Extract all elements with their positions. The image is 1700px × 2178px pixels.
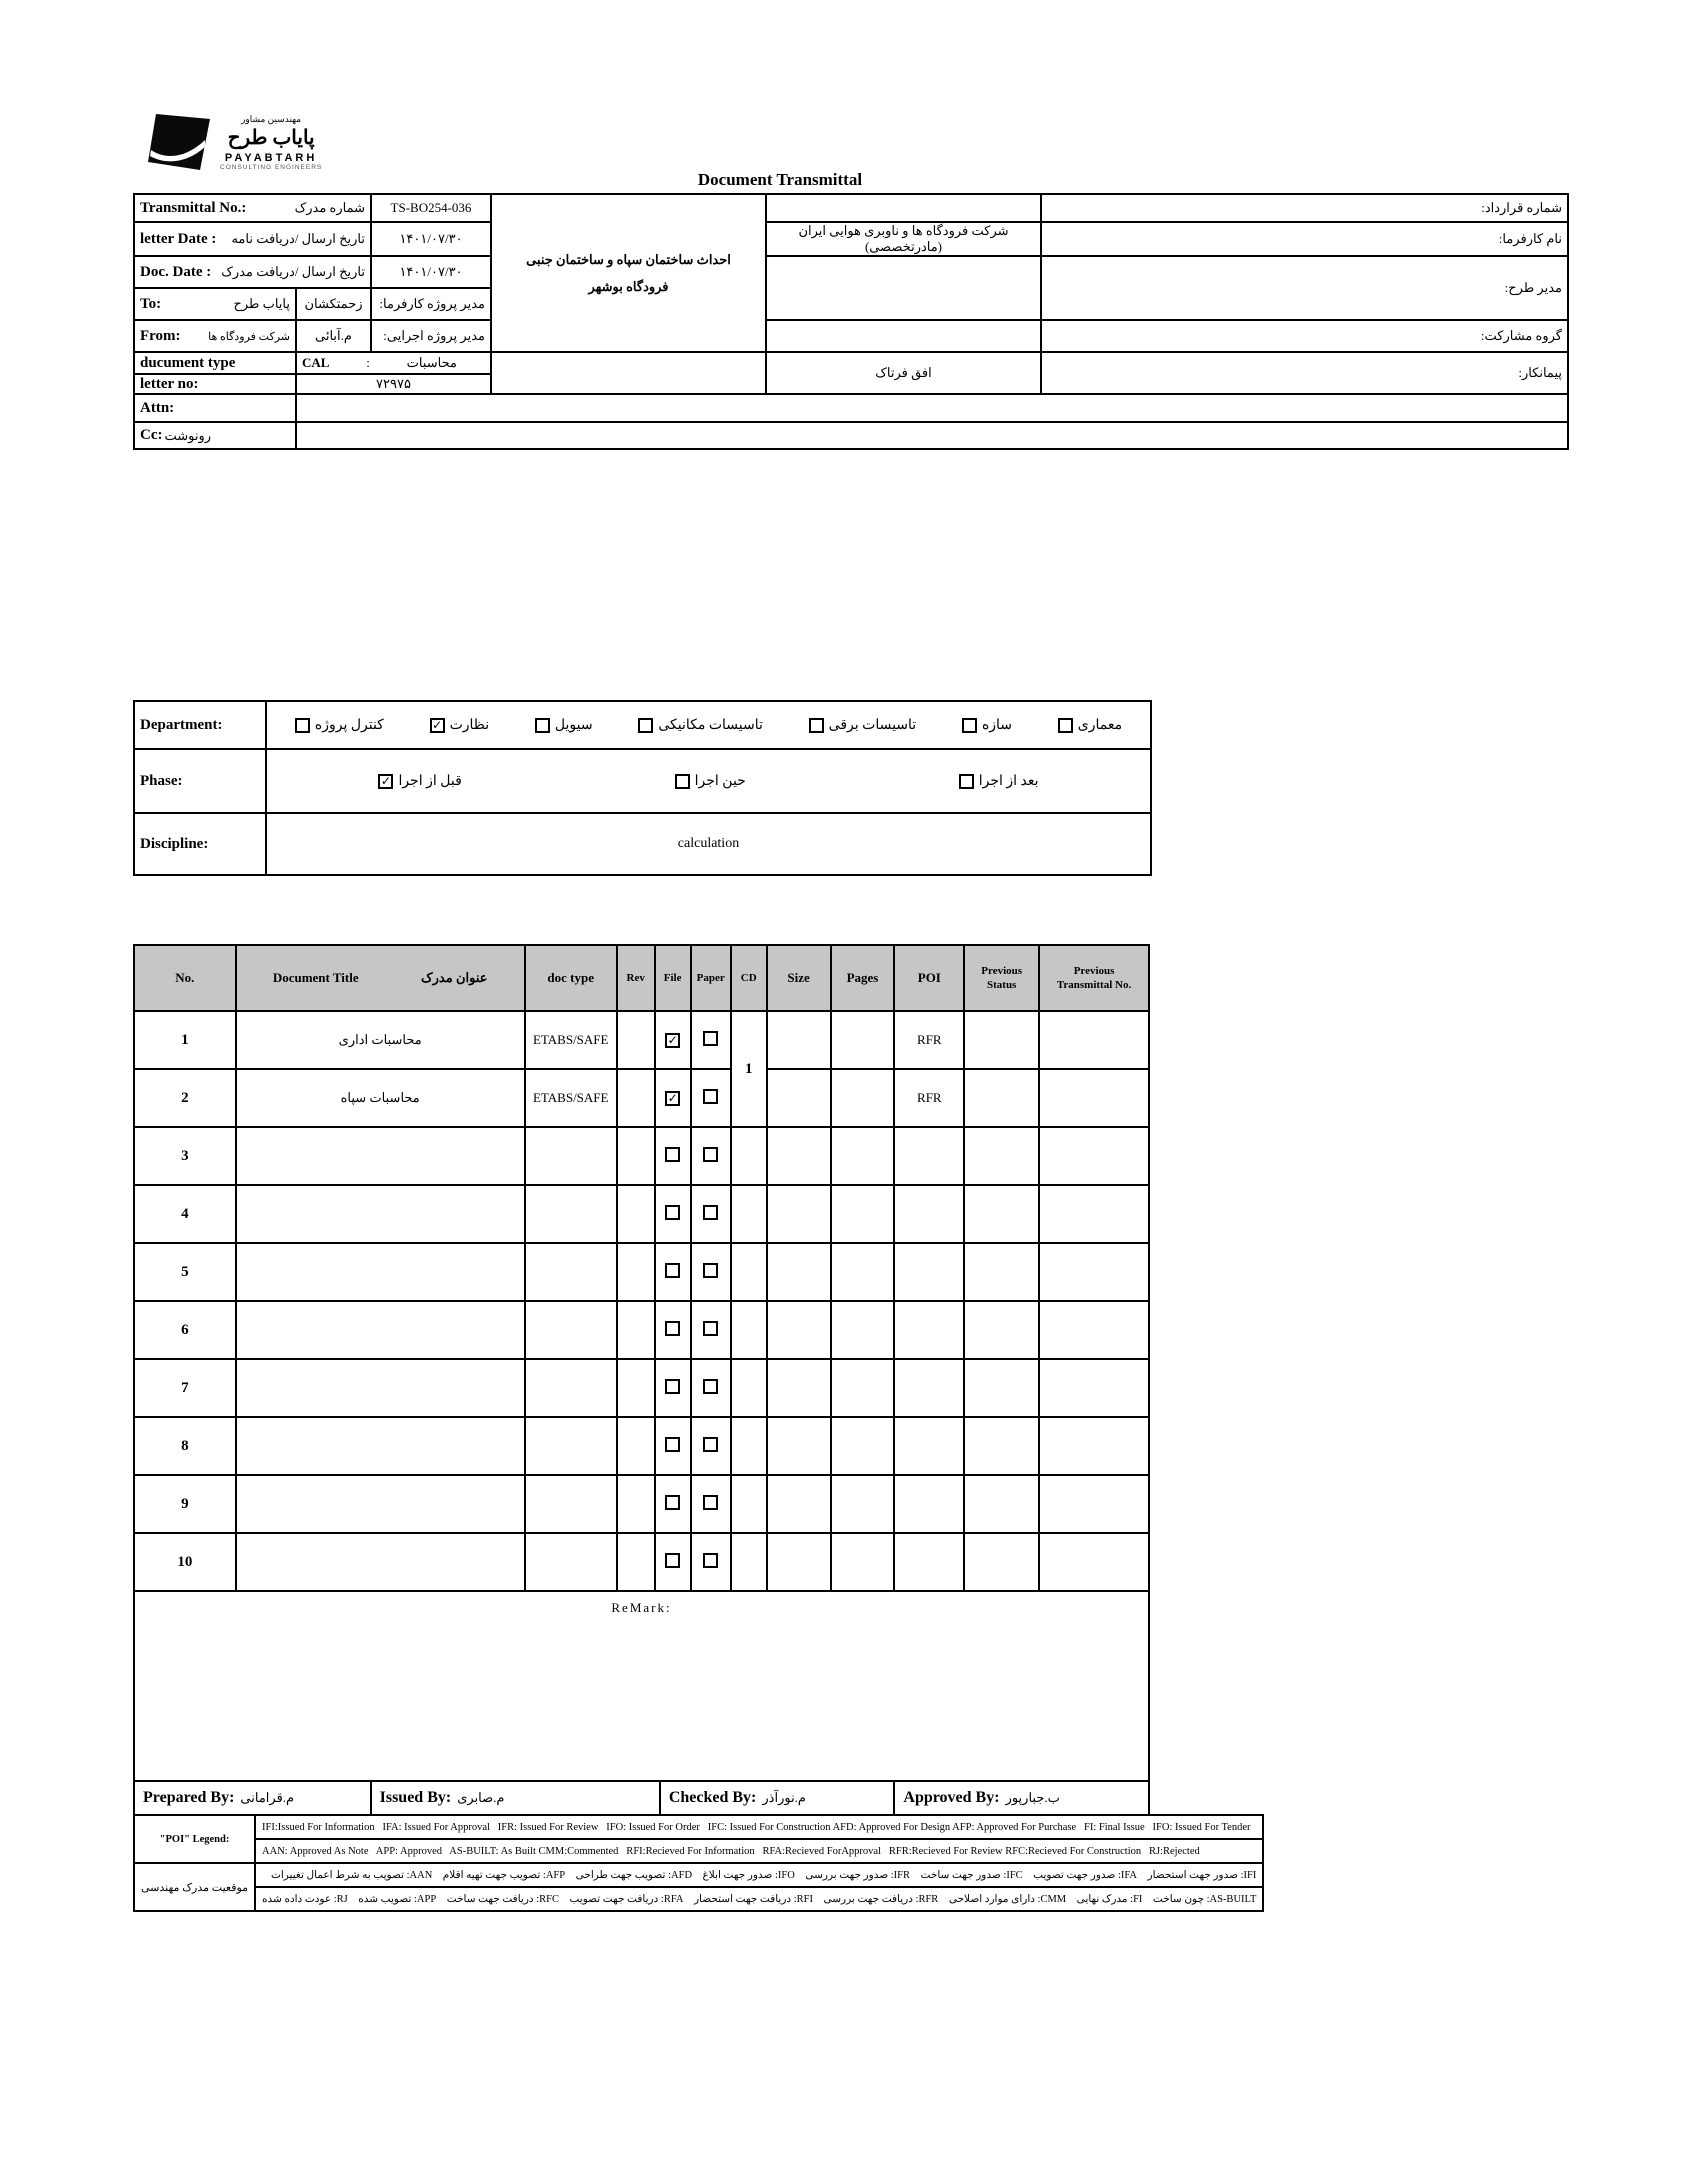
legend-en-line1: IFI:Issued For Information IFA: Issued For Approval IFR: Issued For Review IFO: Issued For Order IFC: Issued For Construction AFD: Approved For Design AFP: Approved For Purchase FI: Final Issue IFO: Issued For Tender <box>255 1815 1263 1839</box>
cell-cd <box>731 1417 767 1475</box>
client-name-value: شرکت فرودگاه ها و ناوبری هوایی ایران (مادرتخصصی) <box>766 222 1041 256</box>
cell-poi <box>894 1243 964 1301</box>
header-size: Size <box>767 945 831 1011</box>
phase-options <box>266 749 1151 813</box>
legend-row-fa-2 <box>134 1887 1263 1911</box>
cell-cd <box>731 1243 767 1301</box>
paper-checkbox[interactable] <box>703 1495 718 1510</box>
discipline-label: Discipline: <box>134 813 266 875</box>
logo-name-en: PAYABTARH <box>224 152 318 164</box>
legend-fa-line1: IFI: صدور جهت استحضار IFA: صدور جهت تصویب IFC: صدور جهت ساخت IFR: صدور جهت بررسی IFO: صدور جهت ابلاغ AFD: تصویب جهت طراحی AFP: تصویب جهت تهیه اقلام AAN: تصویب به شرط اعمال تغییرات <box>255 1863 1263 1887</box>
phase-label: Phase: <box>134 749 266 813</box>
cell-no: 6 <box>134 1301 236 1359</box>
cell-previous-transmittal <box>1039 1533 1149 1591</box>
doc-date-label-fa: تاریخ ارسال /دریافت مدرک <box>221 264 365 279</box>
doc-row-6 <box>134 1301 1149 1359</box>
paper-checkbox[interactable] <box>703 1205 718 1220</box>
cell-previous-transmittal <box>1039 1127 1149 1185</box>
cell-rev <box>617 1417 655 1475</box>
cell-doc-type <box>525 1533 617 1591</box>
row-cc <box>134 422 1568 449</box>
logo-mark-icon <box>148 114 210 170</box>
document-type-fa: محاسبات <box>406 355 457 370</box>
checkbox-supervision[interactable] <box>430 717 490 734</box>
legend-fa-line2: AS-BUILT: چون ساخت FI: مدرک نهایی CMM: دارای موارد اصلاحی RFR: دریافت جهت بررسی RFI: دریافت جهت استحضار RFA: دریافت جهت تصویب RFC: دریافت جهت ساخت APP: تصویب شده RJ: عودت داده شده <box>255 1887 1263 1911</box>
cell-cd <box>731 1127 767 1185</box>
doc-status-legend-label: موقعیت مدرک مهندسی <box>134 1863 255 1911</box>
cell-no: 1 <box>134 1011 236 1069</box>
cell-poi <box>894 1533 964 1591</box>
project-title <box>491 194 766 352</box>
to-cell <box>134 288 296 320</box>
partnership-label: گروه مشارکت: <box>1041 320 1568 352</box>
checkbox-structure[interactable] <box>962 717 1012 734</box>
cell-title <box>236 1359 525 1417</box>
paper-checkbox[interactable] <box>703 1031 718 1046</box>
project-title-line2: فرودگاه بوشهر <box>588 279 669 294</box>
cell-pages <box>831 1475 895 1533</box>
contract-no-label: شماره قرارداد: <box>1041 194 1568 222</box>
cell-previous-status <box>964 1359 1039 1417</box>
cell-paper <box>691 1301 731 1359</box>
checkbox-after-execution[interactable] <box>959 773 1039 790</box>
row-attn <box>134 394 1568 422</box>
cc-label-cell <box>134 422 296 449</box>
approved-by-label: Approved By: <box>903 1789 1000 1806</box>
cell-doc-type <box>525 1185 617 1243</box>
civil-label: سیویل <box>554 717 593 733</box>
header-previous-status: Previous Status <box>964 945 1039 1011</box>
cell-rev <box>617 1301 655 1359</box>
cell-size <box>767 1069 831 1127</box>
during-execution-label: حین اجرا <box>694 773 746 789</box>
structure-checkbox[interactable] <box>962 718 977 733</box>
cell-previous-status <box>964 1243 1039 1301</box>
cell-title <box>236 1127 525 1185</box>
cell-size <box>767 1533 831 1591</box>
classification-table <box>133 700 1152 876</box>
blank-center-cell <box>491 352 766 394</box>
cell-size <box>767 1127 831 1185</box>
cell-title: محاسبات سپاه <box>236 1069 525 1127</box>
cell-paper <box>691 1127 731 1185</box>
cell-previous-status <box>964 1475 1039 1533</box>
cell-poi <box>894 1475 964 1533</box>
header-title-fa: عنوان مدرک <box>421 970 488 985</box>
cell-file <box>655 1475 691 1533</box>
paper-checkbox[interactable] <box>703 1379 718 1394</box>
document-type-colon: : <box>366 355 370 370</box>
doc-row-10 <box>134 1533 1149 1591</box>
mechanical-label: تاسیسات مکانیکی <box>658 717 763 733</box>
to-label: To: <box>140 295 162 312</box>
cell-no: 7 <box>134 1359 236 1417</box>
logo-subtitle-en: CONSULTING ENGINEERS <box>220 164 323 171</box>
header-no: No. <box>134 945 236 1011</box>
cell-file <box>655 1533 691 1591</box>
cell-poi <box>894 1359 964 1417</box>
cell-paper <box>691 1417 731 1475</box>
cell-rev <box>617 1243 655 1301</box>
cell-poi <box>894 1301 964 1359</box>
cell-no: 9 <box>134 1475 236 1533</box>
design-manager-label: مدیر طرح: <box>1041 256 1568 320</box>
electrical-label: تاسیسات برقی <box>828 717 917 733</box>
doc-row-1 <box>134 1011 1149 1069</box>
transmittal-info-table <box>133 193 1569 450</box>
cell-poi <box>894 1185 964 1243</box>
checkbox-before-execution[interactable] <box>378 773 461 790</box>
cell-paper <box>691 1185 731 1243</box>
cell-file <box>655 1127 691 1185</box>
header-rev: Rev <box>617 945 655 1011</box>
cell-rev <box>617 1475 655 1533</box>
cell-file <box>655 1359 691 1417</box>
legend-row-en-2 <box>134 1839 1263 1863</box>
cell-pages <box>831 1069 895 1127</box>
cell-cd <box>731 1301 767 1359</box>
paper-checkbox[interactable] <box>703 1147 718 1162</box>
doc-row-3 <box>134 1127 1149 1185</box>
cell-rev <box>617 1127 655 1185</box>
row-letter-date <box>134 222 1568 256</box>
project-control-label: کنترل پروژه <box>314 717 384 733</box>
issued-by-cell <box>371 1781 660 1815</box>
remark-row <box>134 1591 1149 1781</box>
row-doc-date <box>134 256 1568 288</box>
cell-title <box>236 1301 525 1359</box>
cell-size <box>767 1359 831 1417</box>
doc-row-8 <box>134 1417 1149 1475</box>
cell-poi <box>894 1127 964 1185</box>
cell-previous-status <box>964 1185 1039 1243</box>
cell-rev <box>617 1185 655 1243</box>
cell-paper <box>691 1243 731 1301</box>
cell-poi: RFR <box>894 1011 964 1069</box>
client-name-label: نام کارفرما: <box>1041 222 1568 256</box>
cell-previous-status <box>964 1533 1039 1591</box>
supervision-checkbox[interactable]: ✓ <box>430 718 445 733</box>
file-checkbox[interactable] <box>665 1263 680 1278</box>
cell-poi: RFR <box>894 1069 964 1127</box>
cell-size <box>767 1243 831 1301</box>
row-transmittal-no <box>134 194 1568 222</box>
design-manager-value-cell <box>766 256 1041 320</box>
cc-label-en: Cc: <box>140 427 163 443</box>
cell-title <box>236 1417 525 1475</box>
transmittal-no-label-fa: شماره مدرک <box>294 200 365 215</box>
cell-previous-transmittal <box>1039 1185 1149 1243</box>
file-checkbox[interactable] <box>665 1495 680 1510</box>
cell-rev <box>617 1069 655 1127</box>
cell-previous-transmittal <box>1039 1359 1149 1417</box>
cell-cd <box>731 1475 767 1533</box>
file-checkbox[interactable] <box>665 1379 680 1394</box>
project-control-checkbox[interactable] <box>295 718 310 733</box>
cell-no: 4 <box>134 1185 236 1243</box>
cell-previous-status <box>964 1301 1039 1359</box>
from-value: شرکت فرودگاه ها <box>208 330 290 343</box>
cell-file <box>655 1417 691 1475</box>
cell-paper <box>691 1475 731 1533</box>
discipline-value: calculation <box>266 813 1151 875</box>
paper-checkbox[interactable] <box>703 1553 718 1568</box>
doc-row-7 <box>134 1359 1149 1417</box>
cell-cd <box>731 1185 767 1243</box>
exec-pm-value: م.آبائی <box>296 320 371 352</box>
legend-en-line2: AAN: Approved As Note APP: Approved AS-BUILT: As Built CMM:Commented RFI:Recieved For Information RFA:Recieved ForApproval RFR:Recieved For Review RFC:Recieved For Construction RJ:Rejected <box>255 1839 1263 1863</box>
doc-row-5 <box>134 1243 1149 1301</box>
logo-tagline: مهندسین مشاور <box>241 114 302 124</box>
department-label: Department: <box>134 701 266 749</box>
header-file: File <box>655 945 691 1011</box>
checkbox-project-control[interactable] <box>295 717 384 734</box>
row-department <box>134 701 1151 749</box>
cell-doc-type <box>525 1417 617 1475</box>
cc-label-fa: رونوشت <box>164 427 212 443</box>
cell-file <box>655 1301 691 1359</box>
approved-by-cell <box>894 1781 1149 1815</box>
row-document-type <box>134 352 1568 374</box>
cell-cd <box>731 1533 767 1591</box>
cell-no: 3 <box>134 1127 236 1185</box>
contractor-label: پیمانکار: <box>1041 352 1568 394</box>
row-from <box>134 320 1568 352</box>
contract-no-value-cell <box>766 194 1041 222</box>
doc-date-label-cell <box>134 256 371 288</box>
doc-date-label-en: Doc. Date : <box>140 263 212 280</box>
file-checkbox[interactable] <box>665 1437 680 1452</box>
transmittal-no-label-en: Transmittal No.: <box>140 199 247 216</box>
document-type-value-cell <box>296 352 491 374</box>
cell-doc-type <box>525 1127 617 1185</box>
cell-pages <box>831 1243 895 1301</box>
checkbox-during-execution[interactable] <box>675 773 746 790</box>
header-doc-type: doc type <box>525 945 617 1011</box>
signatures-row <box>134 1781 1149 1815</box>
client-pm-value: زحمتکشان <box>296 288 371 320</box>
attn-value-cell <box>296 394 1568 422</box>
cell-pages <box>831 1185 895 1243</box>
attn-label: Attn: <box>134 394 296 422</box>
cell-rev <box>617 1359 655 1417</box>
transmittal-no-value: TS-BO254-036 <box>371 194 491 222</box>
letter-date-value: ۱۴۰۱/۰۷/۳۰ <box>371 222 491 256</box>
letter-no-value: ۷۲۹۷۵ <box>296 374 491 394</box>
doc-date-value: ۱۴۰۱/۰۷/۳۰ <box>371 256 491 288</box>
header-previous-transmittal: Previous Transmittal No. <box>1039 945 1149 1011</box>
issued-by-label: Issued By: <box>379 1789 452 1806</box>
header-paper: Paper <box>691 945 731 1011</box>
architecture-checkbox[interactable] <box>1058 718 1073 733</box>
cell-previous-status <box>964 1127 1039 1185</box>
cell-pages <box>831 1417 895 1475</box>
cell-no: 2 <box>134 1069 236 1127</box>
cell-pages <box>831 1127 895 1185</box>
cell-previous-transmittal <box>1039 1069 1149 1127</box>
department-options <box>266 701 1151 749</box>
document-type-code: CAL <box>302 355 330 370</box>
file-checkbox[interactable] <box>665 1553 680 1568</box>
cell-title <box>236 1185 525 1243</box>
page-title: Document Transmittal <box>697 170 863 189</box>
prepared-by-value: م.قرامانی <box>240 1790 295 1805</box>
cell-previous-transmittal <box>1039 1011 1149 1069</box>
prepared-by-label: Prepared By: <box>143 1789 235 1806</box>
documents-header-row <box>134 945 1149 1011</box>
logo-name-fa: پایاب طرح <box>227 127 315 149</box>
checkbox-electrical[interactable] <box>809 717 917 734</box>
signatures-table <box>133 1780 1150 1816</box>
supervision-label: نظارت <box>449 717 490 733</box>
partnership-value-cell <box>766 320 1041 352</box>
cell-paper <box>691 1069 731 1127</box>
cell-rev <box>617 1533 655 1591</box>
cell-no: 5 <box>134 1243 236 1301</box>
to-value: پایاب طرح <box>233 296 290 311</box>
cell-paper <box>691 1011 731 1069</box>
cell-rev <box>617 1011 655 1069</box>
cell-previous-transmittal <box>1039 1243 1149 1301</box>
exec-pm-label: مدیر پروژه اجرایی: <box>371 320 491 352</box>
legend-row-en-1 <box>134 1815 1263 1839</box>
cell-doc-type: ETABS/SAFE <box>525 1011 617 1069</box>
cell-file <box>655 1011 691 1069</box>
checkbox-mechanical[interactable] <box>638 717 763 734</box>
cell-cd-merged: 1 <box>731 1011 767 1127</box>
doc-row-4 <box>134 1185 1149 1243</box>
checked-by-cell <box>660 1781 895 1815</box>
mechanical-checkbox[interactable] <box>638 718 653 733</box>
letter-no-label: letter no: <box>134 374 296 394</box>
row-phase <box>134 749 1151 813</box>
paper-checkbox[interactable] <box>703 1321 718 1336</box>
cell-previous-transmittal <box>1039 1475 1149 1533</box>
cell-file <box>655 1069 691 1127</box>
issued-by-value: م.صابری <box>457 1790 505 1805</box>
after-execution-label: بعد از اجرا <box>978 773 1039 789</box>
cell-doc-type <box>525 1243 617 1301</box>
cell-pages <box>831 1011 895 1069</box>
before-execution-checkbox[interactable]: ✓ <box>378 774 393 789</box>
cell-size <box>767 1417 831 1475</box>
cell-no: 10 <box>134 1533 236 1591</box>
cell-previous-transmittal <box>1039 1417 1149 1475</box>
architecture-label: معماری <box>1077 717 1123 733</box>
cell-doc-type <box>525 1475 617 1533</box>
before-execution-label: قبل از اجرا <box>398 773 462 789</box>
cell-title <box>236 1533 525 1591</box>
checked-by-label: Checked By: <box>668 1789 757 1806</box>
doc-row-9 <box>134 1475 1149 1533</box>
header-title <box>236 945 525 1011</box>
contractor-value: افق فرتاک <box>766 352 1041 394</box>
approved-by-value: ب.جبارپور <box>1005 1790 1060 1805</box>
header-poi: POI <box>894 945 964 1011</box>
checkbox-civil[interactable] <box>535 717 593 734</box>
remark-area <box>134 1591 1149 1781</box>
payabtarh-logo <box>148 114 322 171</box>
prepared-by-cell <box>134 1781 371 1815</box>
documents-table <box>133 944 1150 1782</box>
structure-label: سازه <box>981 717 1013 733</box>
cell-title: محاسبات اداری <box>236 1011 525 1069</box>
paper-checkbox[interactable] <box>703 1263 718 1278</box>
letter-date-label-fa: تاریخ ارسال /دریافت نامه <box>231 231 365 246</box>
cell-poi <box>894 1417 964 1475</box>
cell-size <box>767 1475 831 1533</box>
file-checkbox[interactable] <box>665 1147 680 1162</box>
cell-pages <box>831 1301 895 1359</box>
checked-by-value: م.نورآذر <box>762 1790 806 1805</box>
project-title-line1: احداث ساختمان سپاه و ساختمان جنبی <box>526 251 731 267</box>
cell-size <box>767 1301 831 1359</box>
electrical-checkbox[interactable] <box>809 718 824 733</box>
document-type-label: ducument type <box>134 352 296 374</box>
cell-size <box>767 1011 831 1069</box>
letter-date-label-en: letter Date : <box>140 230 217 247</box>
file-checkbox[interactable] <box>665 1321 680 1336</box>
cell-previous-status <box>964 1069 1039 1127</box>
civil-checkbox[interactable] <box>535 718 550 733</box>
header-pages: Pages <box>831 945 895 1011</box>
cell-title <box>236 1243 525 1301</box>
cell-previous-status <box>964 1417 1039 1475</box>
cell-file <box>655 1185 691 1243</box>
after-execution-checkbox[interactable] <box>959 774 974 789</box>
cell-title <box>236 1475 525 1533</box>
header-cd: CD <box>731 945 767 1011</box>
during-execution-checkbox[interactable] <box>675 774 690 789</box>
legend-row-fa-1 <box>134 1863 1263 1887</box>
cell-previous-transmittal <box>1039 1301 1149 1359</box>
header-title-en: Document Title <box>272 970 359 985</box>
cell-previous-status <box>964 1011 1039 1069</box>
cell-cd <box>731 1359 767 1417</box>
cell-size <box>767 1185 831 1243</box>
cell-doc-type: ETABS/SAFE <box>525 1069 617 1127</box>
cell-doc-type <box>525 1359 617 1417</box>
cell-no: 8 <box>134 1417 236 1475</box>
transmittal-no-label-cell <box>134 194 371 222</box>
poi-legend-table <box>133 1814 1264 1912</box>
paper-checkbox[interactable] <box>703 1089 718 1104</box>
cell-paper <box>691 1533 731 1591</box>
cell-file <box>655 1243 691 1301</box>
from-cell <box>134 320 296 352</box>
from-label: From: <box>140 327 181 344</box>
row-discipline <box>134 813 1151 875</box>
documents-section <box>133 944 1257 1912</box>
cc-value-cell <box>296 422 1568 449</box>
checkbox-architecture[interactable] <box>1058 717 1122 734</box>
file-checkbox[interactable]: ✓ <box>665 1033 680 1048</box>
file-checkbox[interactable]: ✓ <box>665 1091 680 1106</box>
client-pm-label: مدیر پروژه کارفرما: <box>371 288 491 320</box>
letter-date-label-cell <box>134 222 371 256</box>
cell-pages <box>831 1359 895 1417</box>
paper-checkbox[interactable] <box>703 1437 718 1452</box>
remark-label: ReMark: <box>611 1600 672 1615</box>
doc-row-2 <box>134 1069 1149 1127</box>
poi-legend-label: "POI" Legend: <box>134 1815 255 1863</box>
cell-doc-type <box>525 1301 617 1359</box>
cell-paper <box>691 1359 731 1417</box>
cell-pages <box>831 1533 895 1591</box>
file-checkbox[interactable] <box>665 1205 680 1220</box>
